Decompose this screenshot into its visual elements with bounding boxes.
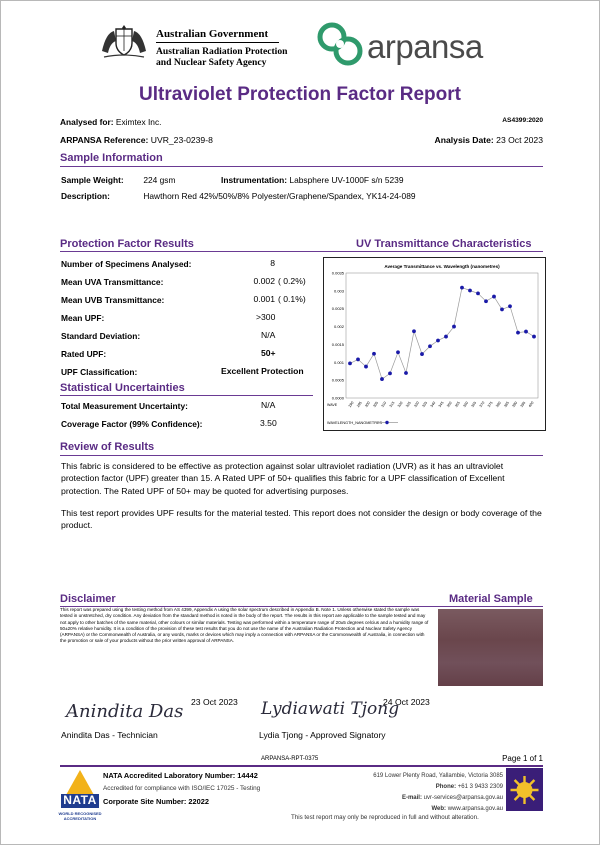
row-label: Mean UVA Transmittance: — [61, 277, 164, 287]
description-value: Hawthorn Red 42%/50%/8% Polyester/Graphene/Spandex, YK14-24-089 — [143, 191, 416, 201]
row-value: 0.002 — [253, 276, 275, 286]
row-label: Rated UPF: — [61, 349, 107, 359]
row-percent: ( 0.2%) — [278, 276, 306, 286]
protection-heading: Protection Factor Results — [60, 238, 194, 250]
x-tick-label: 355 — [454, 400, 461, 409]
standard-code: AS4399:2020 — [502, 117, 543, 124]
description-label: Description: — [61, 191, 110, 201]
uv-heading: UV Transmittance Characteristics — [356, 238, 532, 250]
uv-transmittance-chart — [324, 258, 545, 430]
sun-logo-icon — [506, 768, 543, 811]
x-tick-label: 385 — [503, 400, 510, 409]
data-point — [404, 371, 408, 375]
analysis-date — [435, 135, 543, 145]
row-label: Standard Deviation: — [61, 331, 141, 341]
legend-marker — [385, 421, 388, 424]
x-tick-label: 360 — [462, 400, 470, 409]
government-block — [156, 28, 287, 68]
row-label: Number of Specimens Analysed: — [61, 259, 192, 269]
phone-label: Phone: — [435, 784, 457, 790]
y-tick-label: 0.001 — [333, 359, 344, 365]
x-tick-label: 390 — [511, 400, 519, 409]
x-tick-label: 310 — [380, 400, 388, 409]
table-row — [61, 398, 321, 416]
x-tick-label: 315 — [388, 400, 396, 409]
data-point — [412, 329, 416, 333]
site-number: Corporate Site Number: 22022 — [103, 797, 209, 806]
instrumentation-label: Instrumentation: — [221, 175, 288, 185]
x-tick-label: 380 — [495, 400, 502, 409]
sample-weight-value: 224 gsm — [143, 175, 176, 185]
page-number: Page 1 of 1 — [502, 754, 543, 763]
nata-subtitle: WORLD RECOGNISED ACCREDITATION — [58, 811, 102, 821]
x-tick-label: 300 — [364, 400, 371, 409]
x-axis-corner-label: WAVE — [327, 403, 338, 407]
material-swatch — [438, 609, 543, 686]
chart-title: Average Transmittance vs. Wavelength (nanometres) — [384, 264, 500, 269]
disclaimer-heading: Disclaimer — [60, 593, 116, 605]
analysis-date-label: Analysis Date: — [434, 135, 494, 145]
data-point — [420, 352, 424, 356]
data-point — [436, 339, 440, 343]
table-row — [61, 292, 321, 310]
row-value: 8 — [270, 258, 275, 268]
x-tick-label: 320 — [396, 400, 404, 409]
iso-note: Accredited for compliance with ISO/IEC 17025 - Testing — [103, 785, 261, 792]
plot-area — [346, 273, 538, 398]
analysed-for-label: Analysed for: — [60, 117, 114, 127]
nata-logo — [59, 768, 101, 826]
review-rule — [60, 455, 543, 456]
x-tick-label: 340 — [429, 400, 437, 409]
data-point — [460, 286, 464, 290]
data-point — [372, 352, 376, 356]
table-row — [61, 416, 321, 434]
row-value: >300 — [256, 312, 276, 322]
arpansa-logo-icon — [314, 21, 368, 69]
data-point — [428, 344, 432, 348]
uv-chart-frame — [323, 257, 546, 431]
sample-weight-label: Sample Weight: — [61, 175, 124, 185]
disclaimer-text: This report was prepared using the testing method from AS 4399, Appendix A using the solar spectrum described in Appendix B. Note 1. Unless otherwise stated the sample was tested in unstretched, dry condition. Any deviation from the standard method is noted in the body of the report. The results in this report are applicable to the sample tested and may not apply to other batches of the same material, other colours or similar materials. Testing was performed within a temperature range of 20±5 degrees celcius and a humidity range of 50±20% relative humidity. It is a condition of the provision of these test results that you do not use the name of the Australian Radiation Protection and Nuclear Safety Agency (ARPANSA) or the Commonwealth of Australia, or any words, marks or devices which may imply a connection with ARPANSA or the Commonwealth of Australia, in connection with the promotion or sale of your products without the prior written approval of ARPANSA. — [60, 607, 429, 644]
sample-heading: Sample Information — [60, 152, 163, 164]
reproduction-note: This test report may only be reproduced in full and without alteration. — [291, 814, 479, 821]
signature-2: Lydiawati Tjong — [261, 699, 400, 719]
row-label: UPF Classification: — [61, 367, 138, 377]
protection-rule — [60, 251, 543, 252]
protection-table — [61, 256, 321, 382]
row-value: Excellent Protection — [221, 366, 304, 376]
phone-value: +61 3 9433 2309 — [457, 784, 503, 790]
data-point — [524, 330, 528, 334]
arpansa-wordmark: arpansa — [367, 28, 483, 65]
phone-line — [341, 782, 503, 793]
y-tick-label: 0.002 — [333, 324, 344, 330]
data-point — [348, 361, 352, 365]
x-tick-label: 335 — [421, 400, 429, 409]
signature-1-date: 23 Oct 2023 — [191, 697, 238, 707]
statistical-rule — [60, 395, 313, 396]
x-tick-label: 365 — [470, 400, 478, 409]
analysed-for-value: Eximtex Inc. — [115, 117, 162, 127]
data-point — [452, 325, 456, 329]
analysed-for — [60, 117, 161, 127]
row-value: 0.001 — [253, 294, 275, 304]
x-tick-label: 375 — [486, 400, 494, 409]
data-point — [380, 377, 384, 381]
reference-value: UVR_23-0239-8 — [150, 135, 213, 145]
review-paragraph-1: This fabric is considered to be effective as protection against solar ultraviolet radiation (UVR) as it has an ultraviolet protection factor (UPF) greater than 15. A Rated UPF of 50+ qualifies this fabric for a UPF classification of Excellent protection. The Rated UPF of 50+ may be quoted for advertising purposes. — [61, 461, 505, 496]
signature-1-name: Anindita Das - Technician — [61, 730, 158, 740]
y-tick-label: 0.0015 — [331, 341, 344, 347]
document-code: ARPANSA-RPT-0375 — [261, 756, 319, 762]
table-row — [61, 256, 321, 274]
table-row — [61, 346, 321, 364]
legend-label: WAVELENGTH_NANOMETRES — [327, 421, 383, 425]
email-value: uvr-services@arpansa.gov.au — [423, 795, 503, 801]
data-point — [500, 308, 504, 312]
x-tick-label: 330 — [413, 400, 420, 409]
x-tick-label: 350 — [446, 400, 453, 409]
row-label: Coverage Factor (99% Confidence): — [61, 419, 203, 429]
address: 619 Lower Plenty Road, Yallambie, Victoria 3085 — [373, 773, 503, 779]
reference — [60, 135, 213, 145]
x-tick-label: 325 — [405, 400, 412, 409]
web-value: www.arpansa.gov.au — [447, 806, 503, 812]
gov-divider — [156, 42, 279, 43]
data-point — [388, 371, 392, 375]
statistical-heading: Statistical Uncertainties — [60, 382, 185, 394]
series-line — [350, 288, 534, 380]
email-label: E-mail: — [401, 795, 422, 801]
review-heading: Review of Results — [60, 441, 155, 453]
data-point — [476, 291, 480, 295]
email-line — [341, 793, 503, 804]
review-paragraph-2: This test report provides UPF results for the material tested. This report does not consider the design or body coverage of the product. — [61, 508, 542, 531]
y-tick-label: 0.0035 — [331, 270, 344, 276]
data-point — [364, 365, 368, 369]
row-label: Mean UVB Transmittance: — [61, 295, 165, 305]
gov-line-3: and Nuclear Safety Agency — [156, 57, 267, 68]
x-tick-label: 370 — [478, 400, 486, 409]
report-title: Ultraviolet Protection Factor Report — [139, 84, 461, 105]
x-tick-label: 295 — [356, 400, 363, 409]
y-tick-label: 0.0025 — [331, 306, 344, 312]
data-point — [492, 295, 496, 299]
row-label: Mean UPF: — [61, 313, 105, 323]
table-row — [61, 328, 321, 346]
table-row — [61, 364, 321, 382]
sample-rule — [60, 166, 543, 167]
instrumentation-value: Labsphere UV-1000F s/n 5239 — [289, 175, 404, 185]
table-row — [61, 310, 321, 328]
footer-rule — [60, 765, 543, 767]
data-point — [516, 331, 520, 335]
data-point — [444, 335, 448, 339]
gov-line-2: Australian Radiation Protection — [156, 46, 288, 57]
analysis-date-value: 23 Oct 2023 — [496, 135, 543, 145]
data-point — [484, 299, 488, 303]
y-tick-label: 0.0005 — [331, 377, 344, 383]
y-tick-label: 0.0000 — [331, 395, 344, 401]
y-tick-label: 0.003 — [333, 288, 344, 294]
signature-1: Anindita Das — [66, 701, 184, 722]
x-tick-label: 400 — [527, 400, 535, 409]
row-percent: ( 0.1%) — [278, 294, 306, 304]
description — [61, 191, 416, 201]
contact-block — [341, 771, 503, 815]
row-value: 3.50 — [260, 418, 277, 428]
data-point — [356, 358, 360, 362]
coat-of-arms — [98, 21, 150, 61]
nata-label: NATA — [63, 793, 97, 807]
web-label: Web: — [431, 806, 447, 812]
gov-line-1: Australian Government — [156, 28, 269, 40]
row-value: N/A — [261, 330, 276, 340]
signature-2-date: 24 Oct 2023 — [383, 697, 430, 707]
row-value: 50+ — [261, 348, 276, 358]
data-point — [532, 335, 536, 339]
x-tick-label: 395 — [519, 400, 527, 409]
x-tick-label: 345 — [437, 400, 445, 409]
signature-2-name: Lydia Tjong - Approved Signatory — [259, 730, 386, 740]
data-point — [508, 304, 512, 308]
statistical-table — [61, 398, 321, 434]
x-tick-label: 305 — [372, 400, 380, 409]
instrumentation — [221, 175, 403, 185]
row-value: N/A — [261, 400, 276, 410]
sample-weight — [61, 175, 175, 185]
data-point — [468, 289, 472, 293]
data-point — [396, 350, 400, 354]
x-tick-label: 290 — [347, 400, 355, 409]
material-heading: Material Sample — [449, 593, 533, 605]
lab-number: NATA Accredited Laboratory Number: 14442 — [103, 771, 258, 780]
table-row — [61, 274, 321, 292]
row-label: Total Measurement Uncertainty: — [61, 401, 188, 411]
reference-label: ARPANSA Reference: — [60, 135, 149, 145]
